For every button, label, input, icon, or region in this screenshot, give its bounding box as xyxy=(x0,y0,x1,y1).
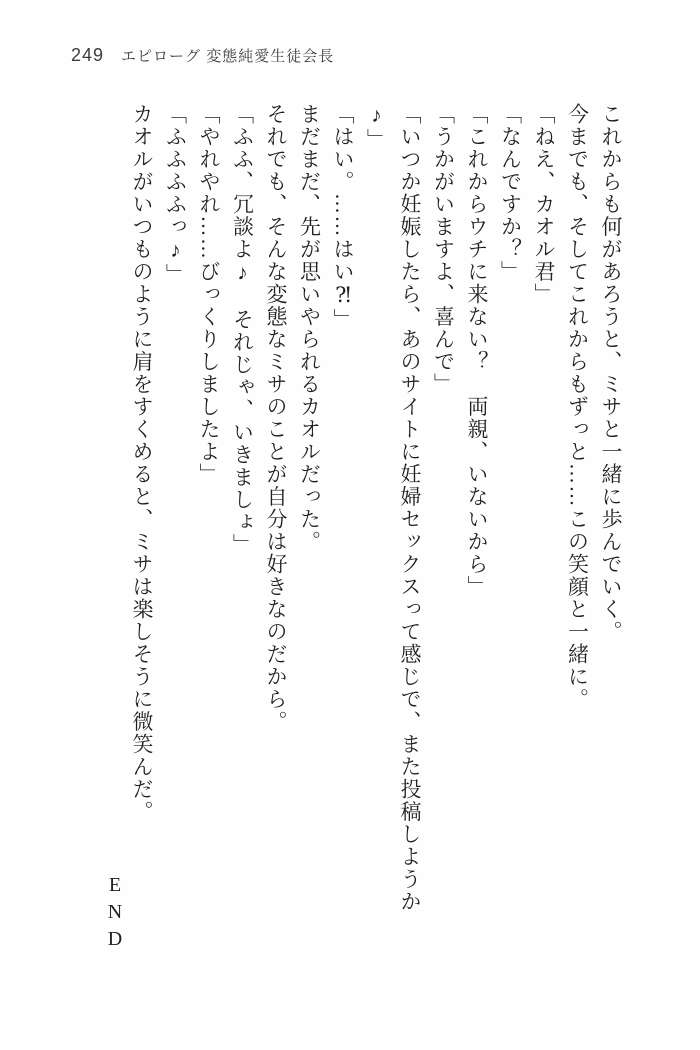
text-line: 「はい。……はい⁈」 xyxy=(331,103,355,331)
text-line: 「これからウチに来ない？ 両親、いないから」 xyxy=(465,103,489,598)
running-header xyxy=(71,45,334,66)
text-line: カオルがいつものように肩をすくめると、ミサは楽しそうに微笑んだ。 xyxy=(130,103,154,823)
text-line: それでも、そんな変態なミサのことが自分は好きなのだから。 xyxy=(264,103,288,733)
chapter-title: エピローグ 変態純愛生徒会長 xyxy=(121,48,335,65)
text-line: 「ふふ、冗談よ♪ それじゃ、いきましょ」 xyxy=(230,103,255,556)
text-line: 「うかがいますよ、喜んで」 xyxy=(431,103,456,396)
text-line: まだまだ、先が思いやられるカオルだった。 xyxy=(297,103,322,553)
text-line: 「いつか妊娠したら、あのサイトに妊婦セックスって感じで、また投稿しようか♪」 xyxy=(364,103,422,913)
end-marker: END xyxy=(104,874,126,955)
vertical-text-block xyxy=(125,103,628,945)
text-line: これからも何があろうと、ミサと一緒に歩んでいく。 xyxy=(599,103,623,643)
text-line: 「なんですか？」 xyxy=(498,103,523,283)
text-line: 「ねえ、カオル君」 xyxy=(532,103,556,306)
page-number: 249 xyxy=(71,45,105,65)
text-line: 「やれやれ……びっくりしましたよ」 xyxy=(197,103,221,486)
text-line: 今までも、そしてこれからもずっと……この笑顔と一緒に。 xyxy=(565,103,590,711)
text-line: 「ふふふふっ♪」 xyxy=(163,103,188,286)
